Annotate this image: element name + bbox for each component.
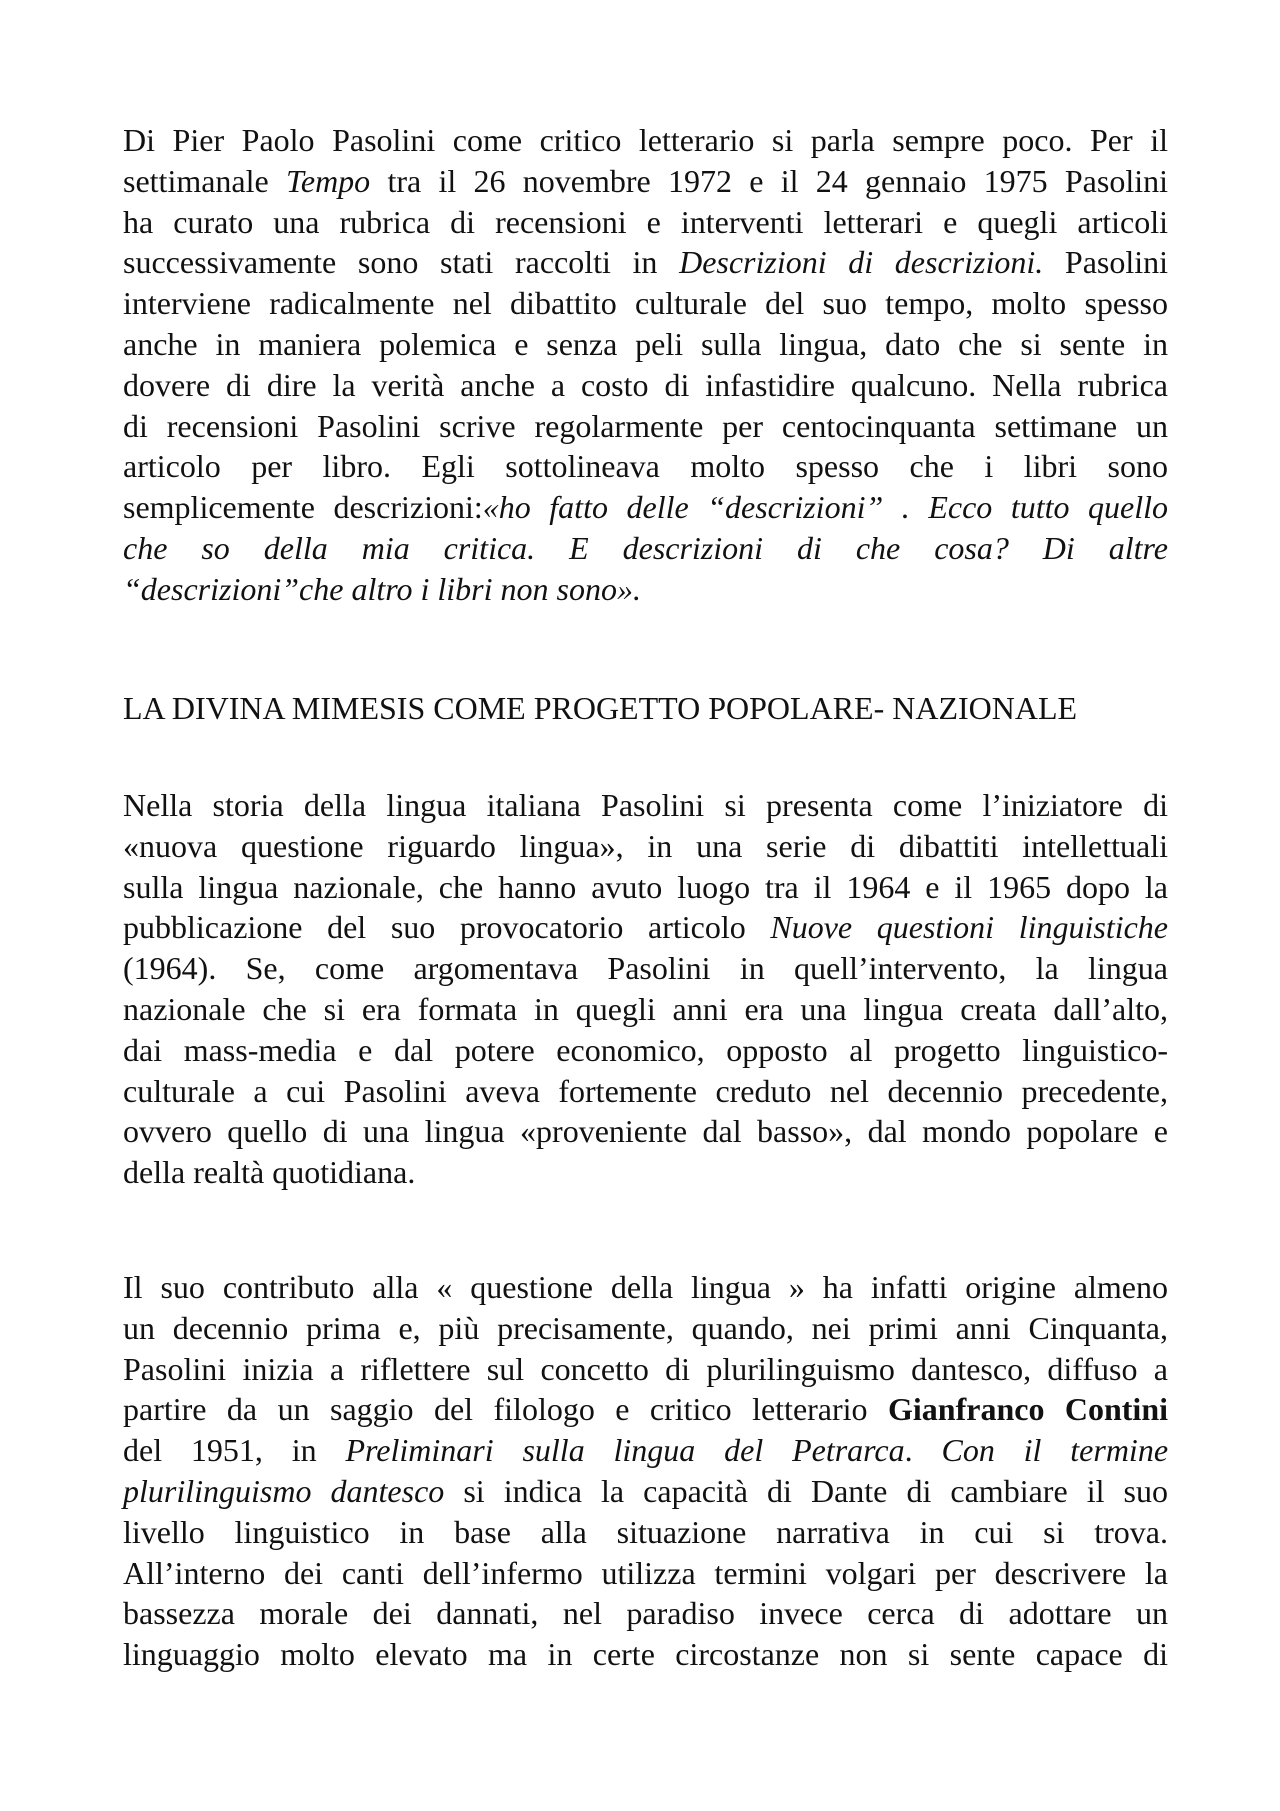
text-run: culturale a cui Pasolini aveva fortemente creduto nel decennio precedente, xyxy=(123,1072,1168,1109)
text-line xyxy=(123,1389,1168,1430)
text-run: del 1951, in xyxy=(123,1432,346,1469)
text-line xyxy=(123,528,1168,569)
text-run: di recensioni Pasolini scrive regolarmente per centocinquanta settimane un xyxy=(123,407,1168,444)
italic-text: Descrizioni di descrizioni. xyxy=(679,244,1044,281)
text-run: articolo per libro. Egli sottolineava molto spesso che i libri sono xyxy=(123,448,1168,485)
text-line xyxy=(123,406,1168,447)
text-run: semplicemente descrizioni: xyxy=(123,489,483,526)
text-run: della realtà quotidiana. xyxy=(123,1154,416,1191)
text-line xyxy=(123,1512,1168,1553)
text-line xyxy=(123,1308,1168,1349)
text-run: All’interno dei canti dell’infermo utilizza termini volgari per descrivere la xyxy=(123,1554,1168,1591)
text-run: interviene radicalmente nel dibattito culturale del suo tempo, molto spesso xyxy=(123,285,1168,322)
text-line xyxy=(123,1593,1168,1634)
italic-text: Preliminari sulla lingua del Petrarca xyxy=(345,1432,905,1469)
text-run: livello linguistico in base alla situazione narrativa in cui si trova. xyxy=(123,1513,1168,1550)
text-line xyxy=(123,161,1168,202)
text-run: linguaggio molto elevato ma in certe circostanze non si sente capace di xyxy=(123,1636,1168,1673)
text-line xyxy=(123,1267,1168,1308)
text-run: Pasolini xyxy=(1043,244,1169,281)
text-line xyxy=(123,1634,1168,1675)
italic-text: «ho fatto delle “descrizioni” . Ecco tutto quello xyxy=(482,489,1169,526)
text-run: dai mass-media e dal potere economico, opposto al progetto linguistico- xyxy=(123,1031,1168,1068)
paragraph-lingua xyxy=(123,785,1168,1193)
text-run: ha curato una rubrica di recensioni e interventi letterari e quegli articoli xyxy=(123,203,1168,240)
text-run: successivamente sono stati raccolti in xyxy=(123,244,680,281)
text-line xyxy=(123,1111,1168,1152)
text-run: anche in maniera polemica e senza peli sulla lingua, dato che si sente in xyxy=(123,325,1168,362)
text-line xyxy=(123,446,1168,487)
text-line xyxy=(123,785,1168,826)
text-run: dovere di dire la verità anche a costo di infastidire qualcuno. Nella rubrica xyxy=(123,366,1168,403)
text-line xyxy=(123,1071,1168,1112)
text-line xyxy=(123,202,1168,243)
text-line xyxy=(123,1349,1168,1390)
paragraph-contributo xyxy=(123,1267,1168,1675)
text-run: tra il 26 novembre 1972 e il 24 gennaio 1975 Pasolini xyxy=(370,162,1169,199)
text-line xyxy=(123,120,1168,161)
bold-text: Gianfranco Contini xyxy=(888,1391,1169,1428)
text-run: ovvero quello di una lingua «proveniente dal basso», dal mondo popolare e xyxy=(123,1113,1168,1150)
text-line xyxy=(123,989,1168,1030)
italic-text: Nuove questioni linguistiche xyxy=(770,909,1169,946)
text-line xyxy=(123,283,1168,324)
text-line xyxy=(123,1553,1168,1594)
text-line xyxy=(123,688,1168,729)
text-line xyxy=(123,948,1168,989)
text-line xyxy=(123,242,1168,283)
italic-text: Con il termine xyxy=(941,1432,1169,1469)
text-run: pubblicazione del suo provocatorio articolo xyxy=(123,909,771,946)
text-line xyxy=(123,867,1168,908)
italic-text: plurilinguismo dantesco xyxy=(123,1472,445,1509)
section-heading xyxy=(123,688,1168,729)
text-line xyxy=(123,1430,1168,1471)
italic-text: che so della mia critica. E descrizioni di che cosa? Di altre xyxy=(123,529,1168,566)
text-run: Pasolini inizia a riflettere sul concetto di plurilinguismo dantesco, diffuso a xyxy=(123,1350,1168,1387)
text-run: si indica la capacità di Dante di cambiare il suo xyxy=(444,1472,1168,1509)
italic-text: Tempo xyxy=(286,162,371,199)
text-line xyxy=(123,826,1168,867)
text-run: sulla lingua nazionale, che hanno avuto luogo tra il 1964 e il 1965 dopo la xyxy=(123,868,1168,905)
text-run: «nuova questione riguardo lingua», in una serie di dibattiti intellettuali xyxy=(123,827,1168,864)
text-run: (1964). Se, come argomentava Pasolini in quell’intervento, la lingua xyxy=(123,950,1168,987)
text-run: partire da un saggio del filologo e critico letterario xyxy=(123,1391,888,1428)
text-run: Il suo contributo alla « questione della lingua » ha infatti origine almeno xyxy=(123,1269,1168,1305)
text-run: Di Pier Paolo Pasolini come critico letterario si parla sempre poco. Per il xyxy=(123,122,1168,158)
italic-text: “descrizioni”che altro i libri non sono». xyxy=(123,570,641,607)
text-line xyxy=(123,907,1168,948)
text-line xyxy=(123,487,1168,528)
text-line xyxy=(123,324,1168,365)
text-line xyxy=(123,1030,1168,1071)
text-run: un decennio prima e, più precisamente, quando, nei primi anni Cinquanta, xyxy=(123,1309,1168,1346)
text-line xyxy=(123,365,1168,406)
text-run: bassezza morale dei dannati, nel paradiso invece cerca di adottare un xyxy=(123,1595,1168,1632)
paragraph-intro xyxy=(123,120,1168,610)
text-run: settimanale xyxy=(123,162,286,199)
text-run: LA DIVINA MIMESIS COME PROGETTO POPOLARE- NAZIONALE xyxy=(123,690,1078,726)
text-run: nazionale che si era formata in quegli anni era una lingua creata dall’alto, xyxy=(123,990,1168,1027)
text-line xyxy=(123,1152,1168,1193)
text-line xyxy=(123,1471,1168,1512)
text-line xyxy=(123,569,1168,610)
text-run: . xyxy=(904,1432,942,1469)
text-run: Nella storia della lingua italiana Pasolini si presenta come l’iniziatore di xyxy=(123,787,1168,823)
